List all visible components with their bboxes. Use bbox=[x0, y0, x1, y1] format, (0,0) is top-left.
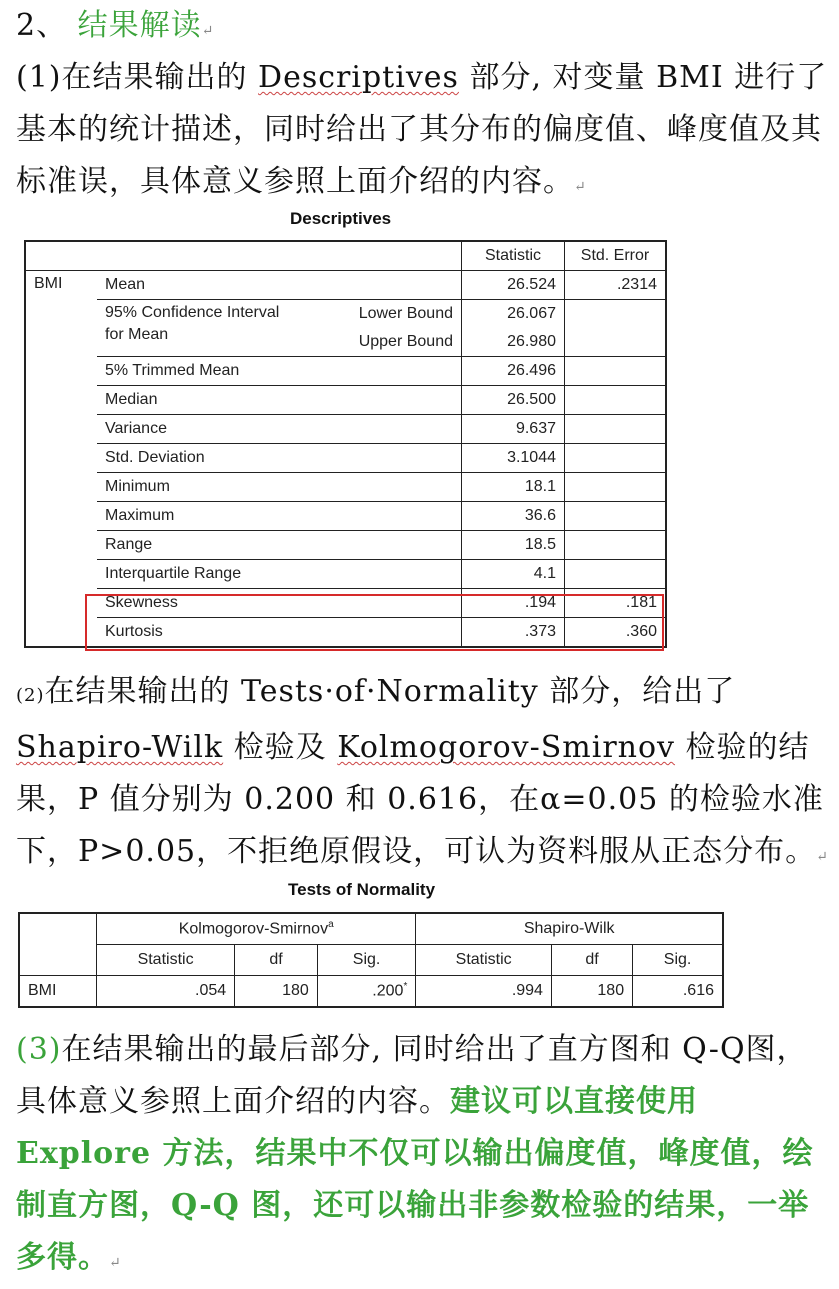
ci-label-line1: 95% Confidence Interval bbox=[105, 304, 280, 321]
header-ks bbox=[97, 913, 416, 945]
cell-sup: * bbox=[403, 981, 408, 993]
para2-mid1: 检验及 bbox=[223, 730, 338, 765]
subheader: Statistic bbox=[416, 945, 552, 976]
cell-value: 4.1 bbox=[462, 560, 565, 589]
heading-number: 2、 bbox=[16, 8, 68, 43]
cell-value: .360 bbox=[565, 618, 667, 648]
cell-value bbox=[565, 386, 667, 415]
table-row bbox=[25, 415, 666, 444]
subheader: df bbox=[551, 945, 632, 976]
para2-line1: 在结果输出的 Tests·of·Normality 部分，给出了 bbox=[44, 674, 736, 709]
cell-value bbox=[565, 357, 667, 386]
table-row bbox=[25, 502, 666, 531]
row-label: Median bbox=[97, 386, 462, 415]
row-label: Variance bbox=[97, 415, 462, 444]
cell-value: 180 bbox=[235, 976, 318, 1008]
cell-value: .194 bbox=[462, 589, 565, 618]
variable-label: BMI bbox=[25, 271, 97, 648]
table-row bbox=[25, 531, 666, 560]
table-row bbox=[25, 473, 666, 502]
table-row bbox=[19, 976, 723, 1008]
ci-label bbox=[97, 300, 327, 357]
table-row bbox=[25, 271, 666, 300]
descriptives-caption: Descriptives bbox=[290, 209, 392, 228]
row-label: BMI bbox=[19, 976, 97, 1008]
row-label: Range bbox=[97, 531, 462, 560]
cell-value bbox=[565, 444, 667, 473]
paragraph-3: (3)在结果输出的最后部分, 同时给出了直方图和 Q-Q图，具体意义参照上面介绍的内容。建议可以直接使用 Explore 方法，结果中不仅可以输出偏度值，峰度值，绘制直方图，Q-Q 图，还可以输出非参数检验的结果，一举多得。↵ bbox=[16, 1032, 814, 1275]
row-label: Mean bbox=[97, 271, 462, 300]
row-label: Std. Deviation bbox=[97, 444, 462, 473]
header-ks-sup: a bbox=[328, 919, 334, 931]
highlight-box bbox=[85, 594, 664, 651]
cell-value: 9.637 bbox=[462, 415, 565, 444]
table-row bbox=[25, 560, 666, 589]
cell-value: 26.496 bbox=[462, 357, 565, 386]
cell-value: .181 bbox=[565, 589, 667, 618]
row-sublabel: Upper Bound bbox=[358, 333, 453, 350]
heading-title: 结果解读 bbox=[77, 8, 202, 43]
header-sw: Shapiro-Wilk bbox=[416, 913, 723, 945]
cell-value bbox=[565, 531, 667, 560]
row-label: Kurtosis bbox=[97, 618, 462, 648]
section-heading: 2、 结果解读↵ bbox=[16, 8, 215, 43]
cell-value: .054 bbox=[97, 976, 235, 1008]
cell-value-text: .200 bbox=[372, 982, 404, 1000]
cell-value bbox=[565, 502, 667, 531]
ci-label-line2: for Mean bbox=[105, 326, 169, 343]
para1-prefix: (1)在结果输出的 bbox=[16, 60, 259, 95]
cell-value bbox=[565, 415, 667, 444]
cell-value: .994 bbox=[416, 976, 552, 1008]
para1-rest: 部分, 对变量 BMI 进行了基本的统计描述，同时给出了其分布的偏度值、峰度值及其标准误，具体意义参照上面介绍的内容。 bbox=[16, 60, 828, 199]
table-header-row bbox=[25, 241, 666, 271]
para2-ks: Kolmogorov-Smirnov bbox=[337, 730, 676, 765]
para2-mid2: 检验的结果，P 值分别为 0.200 和 0.616，在α=0.05 的检验水准下，P>0.05，不拒绝原假设，可认为资料服从正态分布。 bbox=[16, 730, 824, 869]
para3-text: 在结果输出的最后部分, 同时给出了直方图和 Q-Q图，具体意义参照上面介绍的内容。 bbox=[16, 1032, 808, 1119]
subheader: Sig. bbox=[633, 945, 723, 976]
subheader: Sig. bbox=[317, 945, 416, 976]
row-label: Interquartile Range bbox=[97, 560, 462, 589]
cell-value: 26.500 bbox=[462, 386, 565, 415]
header-statistic: Statistic bbox=[462, 241, 565, 271]
cell-value: 26.980 bbox=[462, 328, 565, 357]
cell-value: 26.067 bbox=[462, 300, 565, 329]
row-label: Minimum bbox=[97, 473, 462, 502]
para3-marker: (3) bbox=[16, 1032, 62, 1067]
table-subheader-row bbox=[19, 945, 723, 976]
cell-value bbox=[565, 560, 667, 589]
cell-value: 3.1044 bbox=[462, 444, 565, 473]
table-row bbox=[25, 444, 666, 473]
cell-value: 26.524 bbox=[462, 271, 565, 300]
paragraph-2: (2)在结果输出的 Tests·of·Normality 部分，给出了 Shapiro-Wilk 检验及 Kolmogorov-Smirnov 检验的结果，P 值分别为 0.200 和 0.616，在α=0.05 的检验水准下，P>0.05，不拒绝原假设，可认为资料服从正态分布。↵ bbox=[16, 674, 829, 869]
table-header-row bbox=[19, 913, 723, 945]
cell-value: 18.1 bbox=[462, 473, 565, 502]
subheader: df bbox=[235, 945, 318, 976]
row-label: 5% Trimmed Mean bbox=[97, 357, 462, 386]
header-ks-text: Kolmogorov-Smirnov bbox=[178, 920, 329, 938]
row-label: Skewness bbox=[97, 589, 462, 618]
cell-value: .616 bbox=[633, 976, 723, 1008]
normality-caption: Tests of Normality bbox=[288, 880, 436, 899]
header-std-error: Std. Error bbox=[565, 241, 667, 271]
para2-sw: Shapiro-Wilk bbox=[16, 730, 224, 765]
para1-term: Descriptives bbox=[258, 60, 459, 95]
table-row bbox=[25, 300, 666, 329]
table-row bbox=[25, 357, 666, 386]
row-sublabel: Lower Bound bbox=[327, 300, 461, 329]
normality-table bbox=[18, 912, 724, 1008]
para3-green-text: 建议可以直接使用 Explore 方法，结果中不仅可以输出偏度值，峰度值，绘制直方图，Q-Q 图，还可以输出非参数检验的结果，一举多得。 bbox=[16, 1084, 814, 1275]
cell-value: 36.6 bbox=[462, 502, 565, 531]
cell-value bbox=[565, 328, 667, 357]
paragraph-1: (1)在结果输出的 Descriptives 部分, 对变量 BMI 进行了基本的统计描述，同时给出了其分布的偏度值、峰度值及其标准误，具体意义参照上面介绍的内容。↵ bbox=[16, 60, 828, 199]
cell-value: .2314 bbox=[565, 271, 667, 300]
cell-value: 180 bbox=[551, 976, 632, 1008]
cell-value bbox=[317, 976, 416, 1008]
cell-value: .373 bbox=[462, 618, 565, 648]
row-label: Maximum bbox=[97, 502, 462, 531]
table-row bbox=[25, 386, 666, 415]
cell-value bbox=[565, 473, 667, 502]
descriptives-table bbox=[24, 240, 667, 648]
cell-value bbox=[565, 300, 667, 329]
para2-marker: (2) bbox=[16, 685, 45, 706]
subheader: Statistic bbox=[97, 945, 235, 976]
cell-value: 18.5 bbox=[462, 531, 565, 560]
